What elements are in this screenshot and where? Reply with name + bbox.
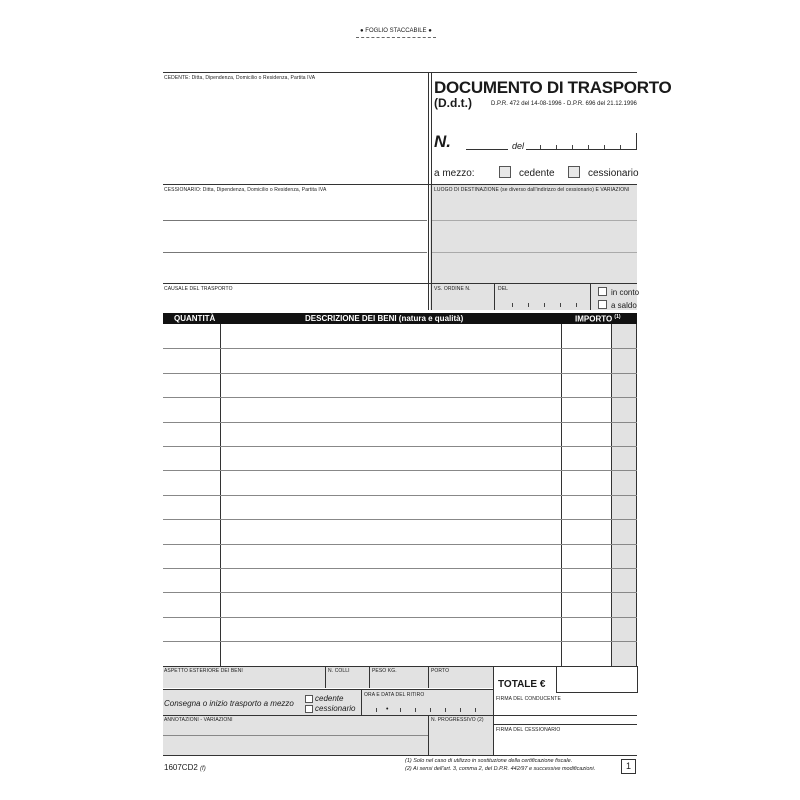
- aspetto-label: ASPETTO ESTERIORE DEI BENI: [164, 668, 243, 674]
- annotazioni-top: [163, 715, 637, 716]
- cessionario-line[interactable]: [163, 252, 427, 253]
- bullet-icon: ●: [428, 28, 432, 34]
- totale-label: TOTALE €: [498, 679, 546, 690]
- del-label: del: [512, 141, 525, 151]
- importo-note: (1): [614, 314, 621, 320]
- table-row[interactable]: [163, 519, 637, 520]
- time-tick: [460, 708, 461, 712]
- porto-label: PORTO: [431, 668, 450, 674]
- cessionario-label: CESSIONARIO: Ditta, Dipendenza, Domicilio o Residenza, Partita IVA: [164, 187, 327, 193]
- header-divider: [428, 72, 429, 310]
- peso-label: PESO KG.: [372, 668, 397, 674]
- time-tick: [445, 708, 446, 712]
- tear-line: [356, 37, 436, 38]
- table-row[interactable]: [163, 373, 637, 374]
- date-tick: [512, 303, 513, 307]
- table-row[interactable]: [163, 617, 637, 618]
- colli-divider: [325, 666, 326, 688]
- ordine-divider: [494, 284, 495, 310]
- importo-header-text: IMPORTO: [575, 314, 613, 324]
- destination-line[interactable]: [432, 252, 637, 253]
- destination-line[interactable]: [432, 220, 637, 221]
- saldo-divider: [590, 284, 591, 310]
- descrizione-header: DESCRIZIONE DEI BENI (natura e qualità): [305, 314, 464, 323]
- consegna-cedente-label: cedente: [315, 694, 344, 703]
- form-code-text: 1607CD2: [164, 763, 198, 772]
- importo-header: [575, 314, 621, 324]
- date-tick: [572, 145, 573, 149]
- cessionario-checkbox[interactable]: [568, 166, 580, 178]
- page-number: 1: [621, 759, 636, 774]
- time-tick: [475, 708, 476, 712]
- in-conto-checkbox[interactable]: [598, 287, 607, 296]
- decree-text: D.P.R. 472 del 14-08-1996 - D.P.R. 696 del 21.12.1996: [491, 101, 637, 107]
- firma-cessionario-label: FIRMA DEL CESSIONARIO: [496, 727, 561, 733]
- progressivo-label: N. PROGRESSIVO (2): [431, 717, 484, 723]
- causale-label: CAUSALE DEL TRASPORTO: [164, 286, 233, 292]
- document-abbr: (D.d.t.): [434, 96, 472, 110]
- cedente-bottom: [163, 184, 637, 185]
- consegna-cessionario-label: cessionario: [315, 704, 356, 713]
- destination-label: LUOGO DI DESTINAZIONE (se diverso dall'indirizzo del cessionario) E VARIAZIONI: [434, 187, 630, 193]
- cedente-option-label: cedente: [519, 168, 555, 179]
- ora-data-label: ORA E DATA DEL RITIRO: [364, 692, 425, 698]
- cessionario-line[interactable]: [163, 220, 427, 221]
- bullet-icon: ●: [360, 28, 364, 34]
- footnote-2: (2) Ai sensi dell'art. 3, comma 2, del D.P.R. 442/97 e successive modificazioni.: [405, 766, 596, 772]
- cessionario-option-label: cessionario: [588, 168, 639, 179]
- table-row[interactable]: [163, 568, 637, 569]
- peso-divider: [369, 666, 370, 688]
- consegna-top: [163, 689, 493, 690]
- cessionario-bottom: [163, 283, 637, 284]
- ora-divider: [361, 689, 362, 715]
- in-conto-label: in conto: [611, 288, 640, 297]
- date-tick: [528, 303, 529, 307]
- a-saldo-checkbox[interactable]: [598, 300, 607, 309]
- progressivo-divider: [428, 715, 429, 755]
- porto-divider: [428, 666, 429, 688]
- date-tick: [588, 145, 589, 149]
- annotazioni-line[interactable]: [163, 735, 428, 736]
- table-row[interactable]: [163, 422, 637, 423]
- cedente-label: CEDENTE: Ditta, Dipendenza, Domicilio o Residenza, Partita IVA: [164, 75, 316, 81]
- ordine-del-label: DEL: [498, 286, 509, 292]
- table-row[interactable]: [163, 470, 637, 471]
- time-tick: [376, 708, 377, 712]
- tear-off-label: [360, 28, 432, 34]
- n-colli-label: N. COLLI: [328, 668, 350, 674]
- firma-divider: [493, 724, 637, 725]
- quantita-header: QUANTITÀ: [174, 314, 216, 323]
- firma-conducente-label: FIRMA DEL CONDUCENTE: [496, 696, 561, 702]
- date-tick: [560, 303, 561, 307]
- a-saldo-label: a saldo: [611, 301, 637, 310]
- date-field-end: [636, 133, 637, 149]
- table-row[interactable]: [163, 446, 637, 447]
- document-title: DOCUMENTO DI TRASPORTO: [434, 78, 672, 97]
- date-tick: [620, 145, 621, 149]
- annotazioni-label: ANNOTAZIONI - VARIAZIONI: [164, 717, 233, 723]
- number-field[interactable]: [466, 149, 508, 150]
- time-tick: [430, 708, 431, 712]
- number-label: N.: [434, 132, 451, 151]
- cedente-checkbox[interactable]: [499, 166, 511, 178]
- date-tick: [544, 303, 545, 307]
- consegna-cedente-checkbox[interactable]: [305, 695, 313, 703]
- footnote-1: (1) Solo nel caso di utilizzo in sostituzione della certificazione fiscale.: [405, 758, 573, 764]
- header-divider-inner: [431, 72, 432, 310]
- table-row[interactable]: [163, 397, 637, 398]
- a-mezzo-label: a mezzo:: [434, 168, 475, 179]
- consegna-cessionario-checkbox[interactable]: [305, 705, 313, 713]
- time-separator-icon: •: [386, 706, 389, 713]
- date-tick: [576, 303, 577, 307]
- table-row[interactable]: [163, 641, 637, 642]
- table-row[interactable]: [163, 592, 637, 593]
- date-tick: [540, 145, 541, 149]
- vs-ordine-label: VS. ORDINE N.: [434, 286, 471, 292]
- table-row[interactable]: [163, 544, 637, 545]
- consegna-label: Consegna o inizio trasporto a mezzo: [164, 699, 294, 708]
- table-row[interactable]: [163, 495, 637, 496]
- tear-off-text: FOGLIO STACCABILE: [365, 28, 427, 34]
- totale-field[interactable]: [556, 666, 638, 693]
- top-border: [163, 72, 637, 73]
- date-field[interactable]: [526, 149, 637, 150]
- date-tick: [604, 145, 605, 149]
- date-tick: [556, 145, 557, 149]
- form-code-suffix: (f): [200, 766, 206, 772]
- form-code: [164, 763, 206, 772]
- time-tick: [415, 708, 416, 712]
- footer-bottom: [163, 755, 637, 756]
- time-tick: [400, 708, 401, 712]
- table-row[interactable]: [163, 348, 637, 349]
- footer-right-divider: [493, 666, 494, 755]
